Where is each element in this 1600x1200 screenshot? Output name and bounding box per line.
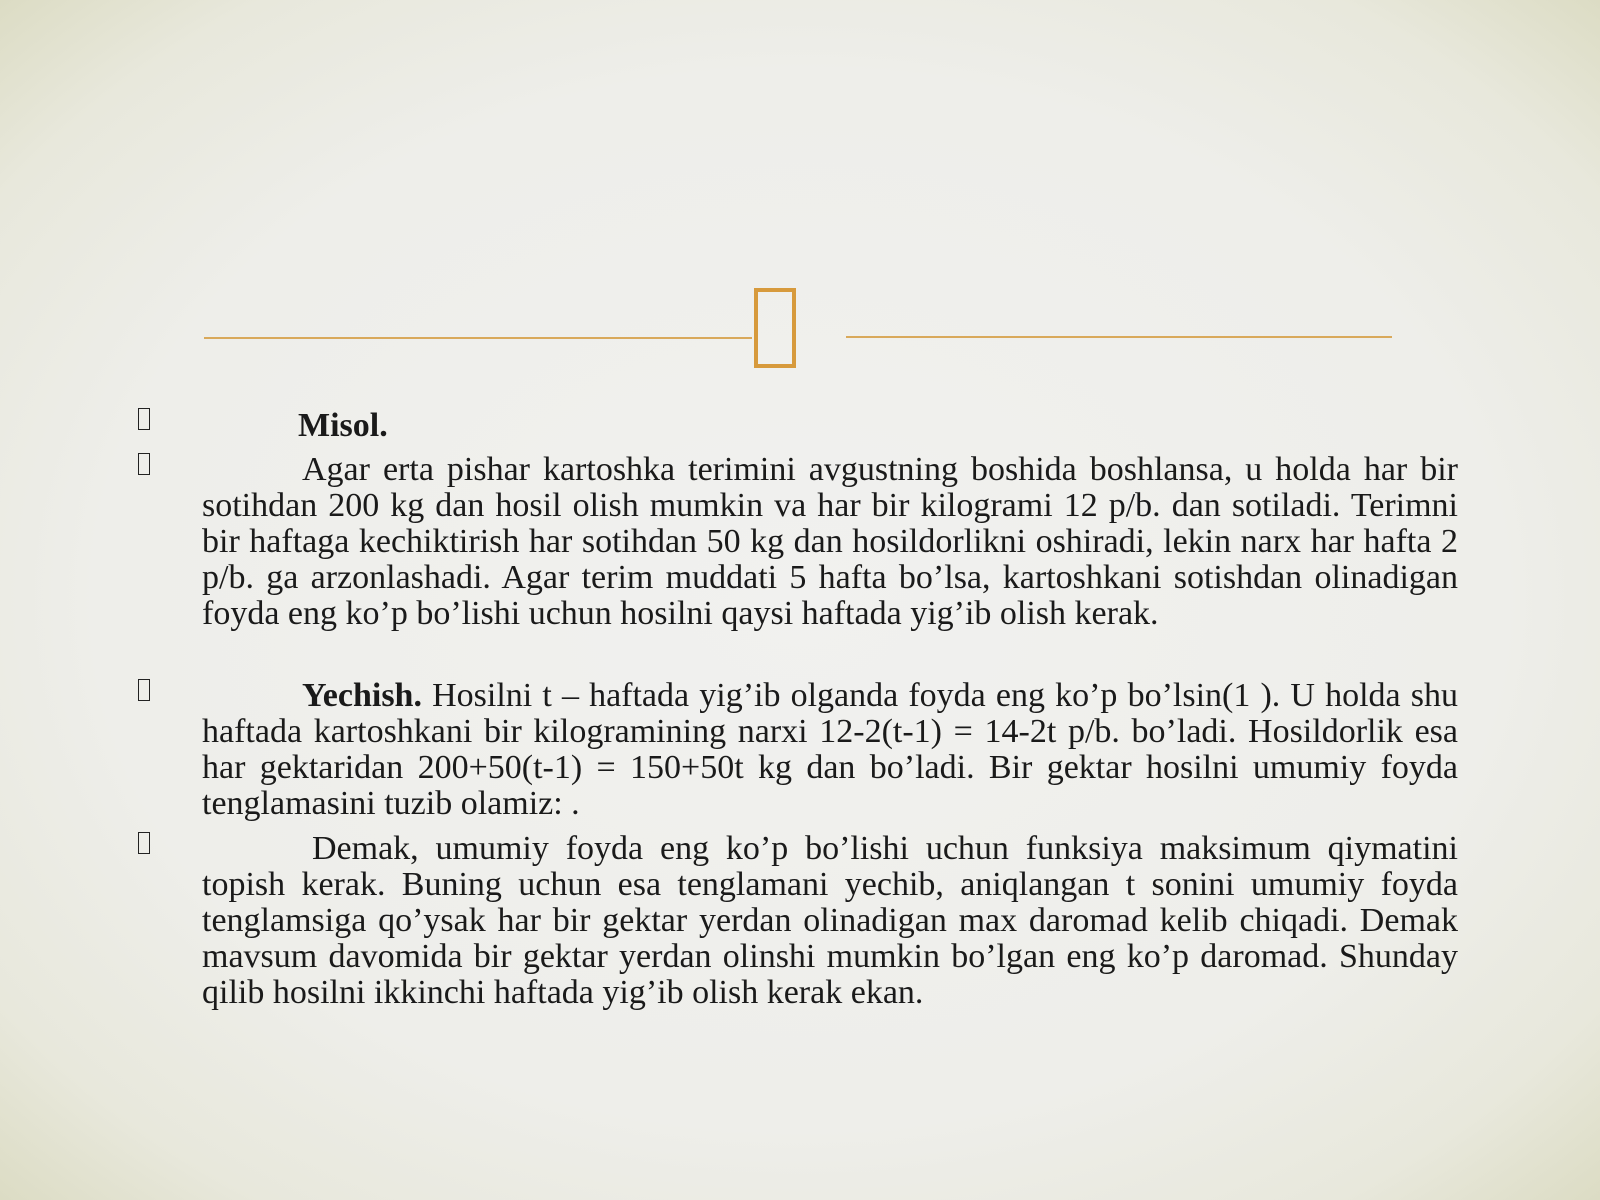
solution-text: Hosilni t – haftada yig’ib olganda foyda eng ko’p bo’lsin(1 ). U holda shu haftada kartoshkani bir kilogramining narxi 12-2(t-1) = 14-2t p/b. bo’ladi. Hosildorlik esa har gektaridan 200+50(t-1) = 150+50t kg dan bo’ladi. Bir gektar hosilni umumiy foyda tenglamasini tuzib olamiz: . [202, 677, 1459, 822]
solution-label: Yechish. [302, 677, 422, 714]
divider-ornament-icon [754, 288, 796, 368]
problem-text: Agar erta pishar kartoshka terimini avgustning boshida boshlansa, u holda har bir sotihdan 200 kg dan hosil olish mumkin va har bir kilogrami 12 p/b. dan sotiladi. Terimni bir haftaga kechiktirish har sotihdan 50 kg dan hosildorlikni oshiradi, lekin narx har hafta 2 p/b. ga arzonlashadi. Agar terim muddati 5 hafta bo’lsa, kartoshkani sotishdan olinadigan foyda eng ko’p bo’lishi uchun hosilni qaysi haftada yig’ib olish kerak. [202, 451, 1458, 632]
bullet-icon [138, 679, 150, 701]
conclusion-paragraph [202, 831, 1458, 1011]
bullet-icon [138, 408, 150, 430]
bullet-icon [138, 453, 150, 475]
divider-line-right [846, 336, 1392, 338]
slide-heading: Misol. [298, 407, 388, 444]
divider-line-left [204, 337, 752, 339]
conclusion-text: Demak, umumiy foyda eng ko’p bo’lishi uchun funksiya maksimum qiymatini topish kerak. Buning uchun esa tenglamani yechib, aniqlangan t sonini umumiy foyda tenglamsiga qo’ysak har bir gektar yerdan olinadigan max daromad kelib chiqadi. Demak mavsum davomida bir gektar yerdan olinshi mumkin bo’lgan eng ko’p daromad. Shunday qilib hosilni ikkinchi haftada yig’ib olish kerak ekan. [202, 830, 1458, 1011]
solution-paragraph [202, 678, 1458, 822]
problem-paragraph [202, 452, 1458, 632]
bullet-icon [138, 832, 150, 854]
